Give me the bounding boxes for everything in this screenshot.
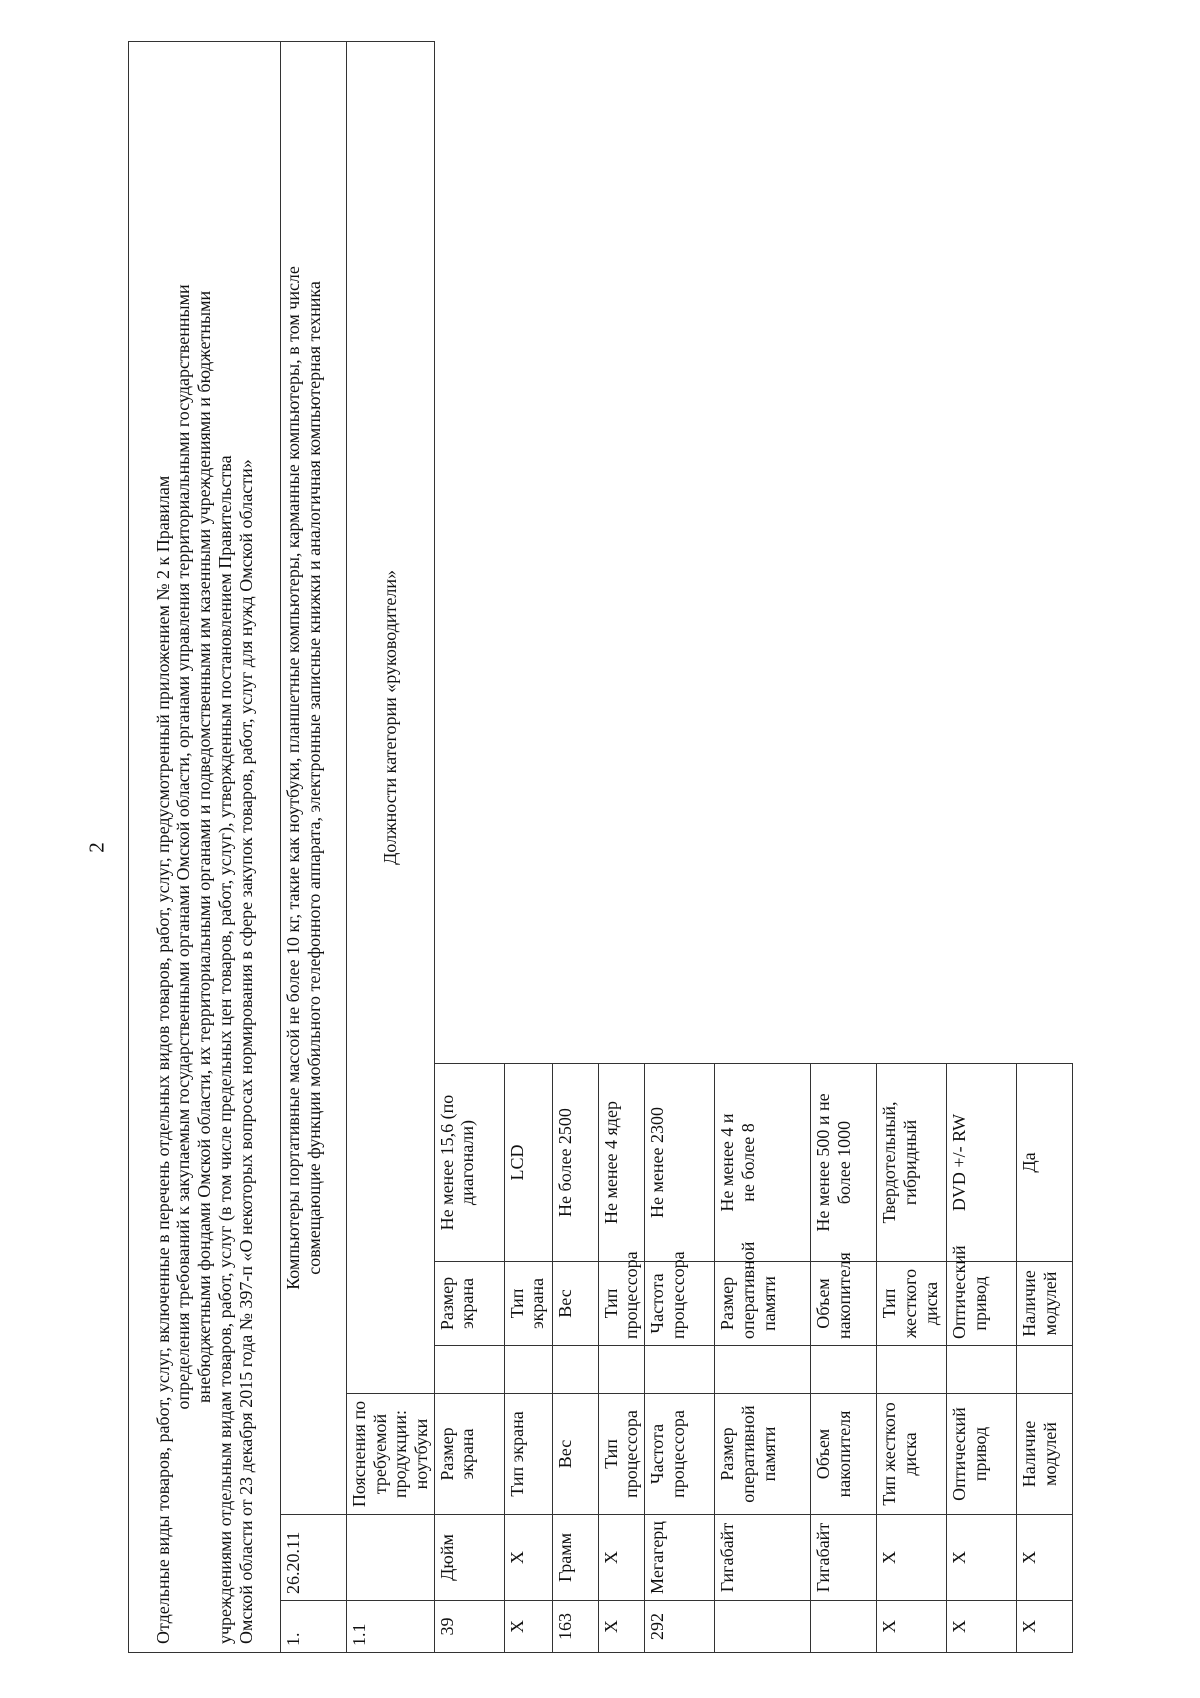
- unit-name: Х: [504, 1515, 552, 1601]
- unit-name: Мегагерц: [645, 1515, 715, 1601]
- empty-cell: [811, 1346, 877, 1394]
- characteristic-name-2-line: Тип жесткого: [879, 1268, 920, 1339]
- characteristic-row: [1017, 41, 1073, 1652]
- characteristic-name-line: Тип экрана: [506, 1411, 527, 1497]
- empty-cell: [598, 1346, 644, 1394]
- empty-cell: [347, 1515, 435, 1601]
- characteristic-name-2-line: памяти: [758, 1276, 779, 1331]
- characteristic-name-2-line: Наличие модулей: [1019, 1270, 1060, 1337]
- characteristic-value-line: Не менее 4 и: [717, 1113, 738, 1212]
- characteristic-name-2-line: привод: [969, 1276, 990, 1331]
- okei-code: Х: [504, 1601, 552, 1653]
- characteristic-value: [434, 1064, 504, 1262]
- okpd-code: 26.20.11: [281, 1515, 347, 1601]
- characteristic-value-line: Не менее 4 ядер: [600, 1101, 621, 1224]
- unit-name: Х: [877, 1515, 947, 1601]
- characteristic-name: [434, 1394, 504, 1515]
- characteristic-row: [645, 41, 715, 1652]
- characteristic-value-line: диагонали): [457, 1119, 478, 1206]
- characteristic-name-2-line: Оптический: [949, 1245, 970, 1339]
- characteristic-name-line: оперативной: [737, 1405, 758, 1503]
- characteristic-name: [598, 1394, 644, 1515]
- characteristic-name-line: Оптический: [949, 1407, 970, 1501]
- intro-text: [129, 41, 281, 1652]
- characteristic-name-line: Тип жесткого: [879, 1402, 900, 1506]
- okei-code: Х: [598, 1601, 644, 1653]
- characteristic-name: [504, 1394, 552, 1515]
- rotated-table-container: [128, 42, 1060, 1653]
- characteristic-name: [552, 1394, 598, 1515]
- characteristic-name-2: [504, 1262, 552, 1346]
- characteristic-value-line: Да: [1019, 1152, 1040, 1173]
- characteristic-name: [645, 1394, 715, 1515]
- intro-line: Отдельные виды товаров, работ, услуг, включенные в перечень отдельных видов товаров, работ, услуг, предусмотренный приложением № 2 к Правилам: [152, 475, 173, 1644]
- characteristic-name-2-line: Тип экрана: [506, 1277, 548, 1330]
- characteristic-name-line: Наличие модулей: [1019, 1420, 1060, 1488]
- row-number: 1.: [281, 1601, 347, 1653]
- okei-code: 292: [645, 1601, 715, 1653]
- characteristics-rows: [434, 41, 1072, 1652]
- intro-line: внебюджетными фондами Омской области, их территориальными органами и подведомственными им казенными учреждениями и бюджетными: [194, 290, 215, 1403]
- characteristic-value-line: гибридный: [899, 1119, 920, 1206]
- characteristic-row: [504, 41, 552, 1652]
- characteristic-name-2-line: оперативной: [737, 1241, 758, 1339]
- empty-cell: [947, 1346, 1017, 1394]
- characteristic-value-line: Твердотельный,: [879, 1101, 900, 1224]
- okei-code: Х: [947, 1601, 1017, 1653]
- characteristic-value: [715, 1064, 811, 1262]
- characteristic-value-line: LCD: [506, 1144, 527, 1181]
- characteristic-name: [877, 1394, 947, 1515]
- characteristic-name-2: [877, 1262, 947, 1346]
- characteristic-name-line: привод: [969, 1426, 990, 1482]
- empty-cell: [715, 1346, 811, 1394]
- unit-name: Х: [1017, 1515, 1073, 1601]
- characteristic-name-line: памяти: [758, 1426, 779, 1482]
- characteristic-row: [598, 41, 644, 1652]
- okei-code: Х: [877, 1601, 947, 1653]
- description-line: совмещающие функции мобильного телефонного аппарата, электронные записные книжки и аналогичная компьютерная техника: [303, 281, 324, 1275]
- unit-name: Дюйм: [434, 1515, 504, 1601]
- table-row-1-1-header: [347, 41, 435, 1652]
- description-line: Компьютеры портативные массой не более 10 кг, такие как ноутбуки, планшетные компьютеры, карманные компьютеры, в том числе: [283, 266, 303, 1290]
- characteristic-name-2-line: Размер: [717, 1276, 738, 1331]
- characteristic-value: [811, 1064, 877, 1262]
- characteristic-row: [715, 41, 811, 1652]
- characteristic-value-line: Не менее 2300: [647, 1107, 668, 1218]
- requirements-table: [128, 41, 1073, 1653]
- characteristic-row: [877, 41, 947, 1652]
- characteristic-name-line: Вес: [554, 1439, 575, 1469]
- characteristic-value-line: не более 8: [737, 1123, 758, 1202]
- characteristic-value: [645, 1064, 715, 1262]
- characteristic-name-2-line: Размер экрана: [436, 1276, 478, 1331]
- intro-line: учреждениями отдельным видам товаров, работ, услуг (в том числе предельных цен товаров, работ, услуг), утвержденным постановлением Правительства: [214, 455, 235, 1644]
- characteristic-name-2: [811, 1252, 877, 1346]
- characteristic-name-line: диска: [899, 1432, 920, 1476]
- unit-name: Гигабайт: [811, 1515, 877, 1601]
- product-description: [281, 41, 347, 1514]
- row-number: 1.1: [347, 1601, 435, 1653]
- product-explanation: Пояснения по требуемой продукции: ноутбуки: [347, 1394, 435, 1515]
- intro-line: Омской области от 23 декабря 2015 года № 397-п «О некоторых вопросах нормирования в сфере закупок товаров, работ, услуг для нужд Омской области»: [235, 459, 256, 1644]
- characteristic-name-2-line: Вес: [554, 1289, 575, 1318]
- characteristic-name-2: [434, 1262, 504, 1346]
- characteristic-name-2: [552, 1262, 598, 1346]
- characteristic-name-2: [645, 1251, 715, 1346]
- empty-cell: [645, 1346, 715, 1394]
- characteristic-value: [552, 1064, 598, 1262]
- table-row-1: [281, 41, 347, 1652]
- unit-name: Гигабайт: [715, 1515, 811, 1601]
- okei-code: [715, 1601, 811, 1653]
- intro-line: определения требований к закупаемым государственными органами Омской области, органами управления территориальными государственными: [173, 284, 194, 1410]
- okei-code: 163: [552, 1601, 598, 1653]
- position-category: Должности категории «руководители»: [347, 41, 435, 1393]
- characteristic-value-line: Не менее 15,6 (по: [436, 1094, 457, 1231]
- characteristic-name-2: [598, 1251, 644, 1346]
- page-number: 2: [84, 842, 109, 853]
- characteristic-name-line: Частота: [647, 1423, 668, 1485]
- characteristic-value-line: Не более 2500: [554, 1108, 575, 1217]
- characteristic-value: [877, 1064, 947, 1262]
- characteristic-value: [598, 1064, 644, 1262]
- characteristic-name-2: [947, 1245, 1017, 1346]
- characteristic-name-2: [715, 1241, 811, 1346]
- characteristic-name-2-line: Частота: [647, 1273, 668, 1334]
- empty-cell: [877, 1346, 947, 1394]
- characteristic-name-2: [1017, 1262, 1073, 1346]
- characteristic-row: [811, 41, 877, 1652]
- characteristic-name-2-line: накопителя: [833, 1252, 854, 1339]
- characteristic-value: [1017, 1064, 1073, 1262]
- okei-code: Х: [1017, 1601, 1073, 1653]
- unit-name: Х: [947, 1515, 1017, 1601]
- characteristic-name-line: Тип процессора: [600, 1410, 642, 1498]
- empty-cell: [504, 1346, 552, 1394]
- characteristic-name-line: Объем: [813, 1428, 834, 1480]
- characteristic-row: [434, 41, 504, 1652]
- characteristic-value: [504, 1064, 552, 1262]
- unit-name: Х: [598, 1515, 644, 1601]
- document-sheet: [128, 42, 1060, 1653]
- intro-row: [129, 41, 281, 1652]
- characteristic-name-line: накопителя: [833, 1410, 854, 1498]
- characteristic-row: [552, 41, 598, 1652]
- characteristic-name-line: Размер: [717, 1427, 738, 1481]
- characteristic-name: [811, 1394, 877, 1515]
- unit-name: Грамм: [552, 1515, 598, 1601]
- empty-cell: [552, 1346, 598, 1394]
- characteristic-name-2-line: Объем: [813, 1278, 834, 1329]
- characteristic-value: [947, 1064, 1017, 1262]
- characteristic-name-2-line: процессора: [667, 1251, 688, 1339]
- characteristic-name: [715, 1394, 811, 1515]
- characteristic-name-2-line: Тип процессора: [600, 1251, 642, 1339]
- empty-cell: [434, 1346, 504, 1394]
- okei-code: 39: [434, 1601, 504, 1653]
- characteristic-name: [1017, 1394, 1073, 1515]
- characteristic-value-line: более 1000: [833, 1120, 854, 1205]
- empty-cell: [1017, 1346, 1073, 1394]
- characteristic-name-line: Размер экрана: [436, 1427, 478, 1481]
- characteristic-name-2-line: диска: [920, 1281, 941, 1326]
- characteristic-row: [947, 41, 1017, 1652]
- okei-code: [811, 1601, 877, 1653]
- characteristic-value-line: Не менее 500 и не: [813, 1093, 834, 1232]
- characteristic-name-line: процессора: [667, 1410, 688, 1498]
- characteristic-value-line: DVD +/- RW: [949, 1113, 970, 1212]
- characteristic-name: [947, 1394, 1017, 1515]
